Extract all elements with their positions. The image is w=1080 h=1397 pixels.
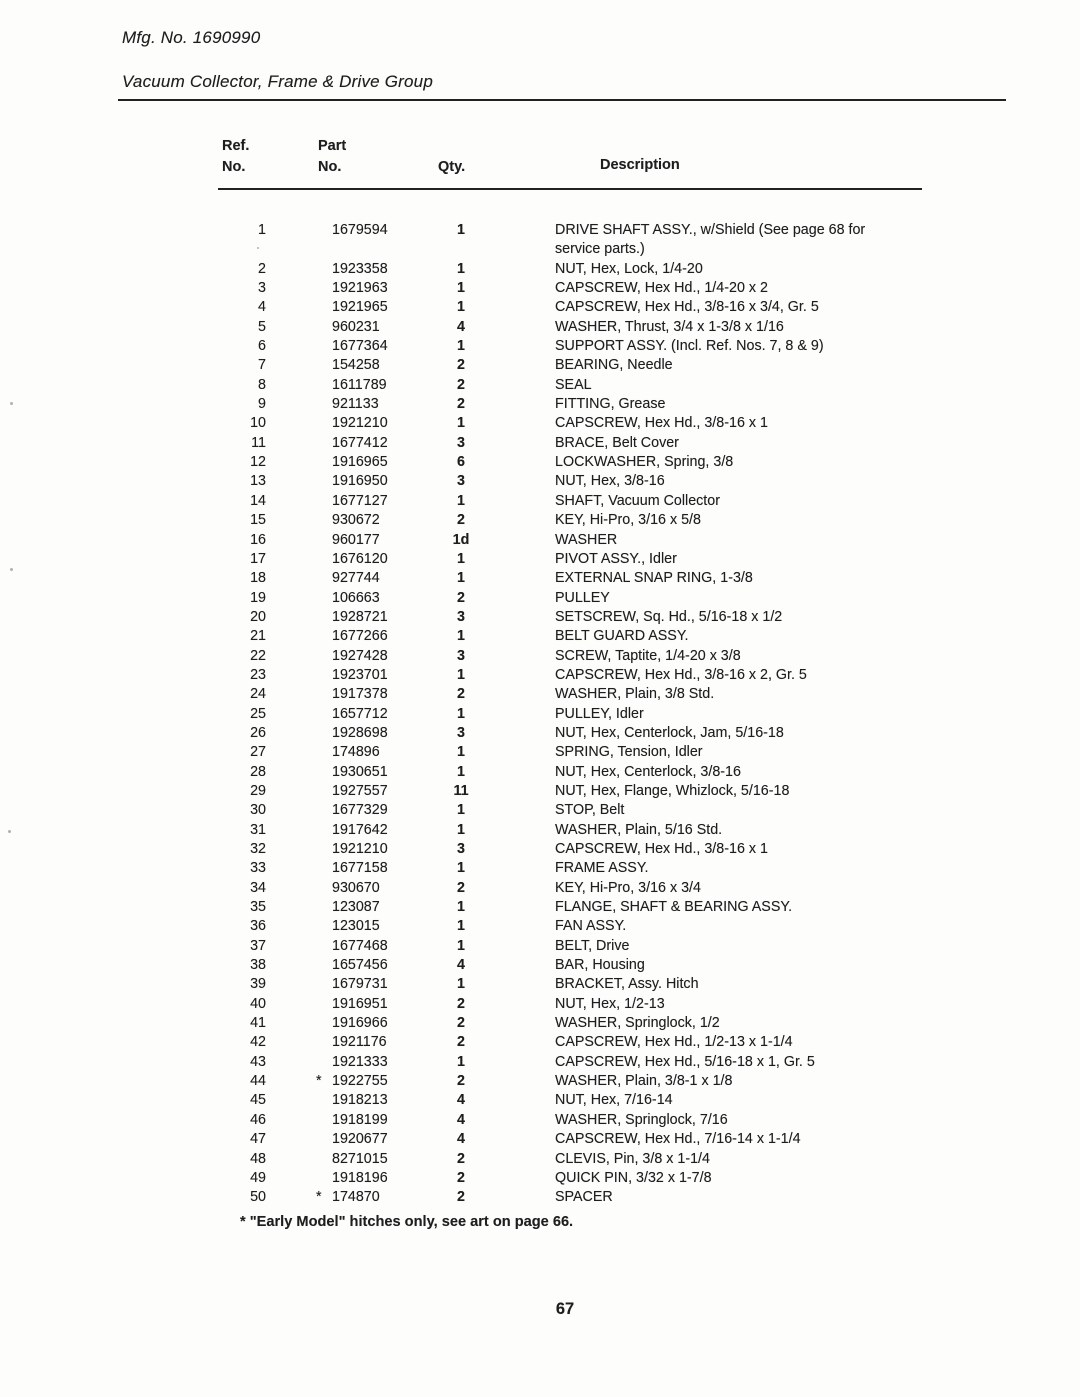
description-cell: CAPSCREW, Hex Hd., 5/16-18 x 1, Gr. 5 — [555, 1053, 815, 1070]
table-row — [0, 975, 1080, 994]
table-row — [0, 1072, 1080, 1091]
qty-cell: 2 — [457, 376, 465, 393]
qty-cell: 2 — [457, 995, 465, 1012]
part-no-cell: 1677158 — [332, 860, 388, 877]
table-row — [0, 434, 1080, 453]
part-no-cell: 1923701 — [332, 666, 388, 683]
description-cell: NUT, Hex, 7/16-14 — [555, 1092, 673, 1109]
part-no-cell: 174896 — [332, 744, 380, 761]
ref-no-cell: 23 — [250, 666, 266, 683]
ref-no-cell: 25 — [250, 705, 266, 722]
description-cell: FLANGE, SHAFT & BEARING ASSY. — [555, 899, 793, 916]
description-cell: BELT GUARD ASSY. — [555, 628, 689, 645]
description-cell: CAPSCREW, Hex Hd., 7/16-14 x 1-1/4 — [555, 1131, 801, 1148]
ref-no-cell: 39 — [250, 976, 266, 993]
description-cell: PULLEY, Idler — [555, 705, 644, 722]
qty-cell: 1 — [457, 976, 465, 993]
scan-speck — [10, 568, 13, 571]
ref-no-cell: 7 — [258, 357, 266, 374]
table-row — [0, 492, 1080, 511]
part-no-cell: 1921965 — [332, 299, 388, 316]
description-cell: FITTING, Grease — [555, 396, 666, 413]
table-row — [0, 337, 1080, 356]
ref-no-cell: 49 — [250, 1169, 266, 1186]
description-cell: NUT, Hex, Lock, 1/4-20 — [555, 260, 703, 277]
ref-no-cell: 27 — [250, 744, 266, 761]
qty-cell: 1 — [457, 666, 465, 683]
early-model-asterisk: * — [316, 1073, 322, 1090]
qty-cell: 1 — [457, 899, 465, 916]
ref-no-cell: 46 — [250, 1111, 266, 1128]
part-no-cell: 1930651 — [332, 763, 388, 780]
description-cell: FAN ASSY. — [555, 918, 627, 935]
qty-cell: 4 — [457, 1131, 465, 1148]
ref-no-cell: 45 — [250, 1092, 266, 1109]
part-no-cell: 1677412 — [332, 434, 388, 451]
table-row — [0, 298, 1080, 317]
ref-no-cell: 9 — [258, 396, 266, 413]
description-cell: FRAME ASSY. — [555, 860, 649, 877]
scan-speck — [10, 402, 13, 405]
qty-cell: 1 — [457, 860, 465, 877]
description-cell: WASHER, Springlock, 7/16 — [555, 1111, 728, 1128]
ref-no-cell: 36 — [250, 918, 266, 935]
part-no-cell: 1928698 — [332, 724, 388, 741]
description-cell: WASHER, Thrust, 3/4 x 1-3/8 x 1/16 — [555, 318, 784, 335]
ref-no-cell: 19 — [250, 589, 266, 606]
table-row — [0, 995, 1080, 1014]
part-no-cell: 174870 — [332, 1189, 380, 1206]
description-cell: BRACKET, Assy. Hitch — [555, 976, 699, 993]
description-cell: NUT, Hex, 1/2-13 — [555, 995, 665, 1012]
description-cell: KEY, Hi-Pro, 3/16 x 3/4 — [555, 879, 701, 896]
ref-no-cell: 32 — [250, 841, 266, 857]
ref-no-cell: 4 — [258, 299, 266, 316]
ref-no-cell: 33 — [250, 860, 266, 877]
qty-cell: 1 — [457, 628, 465, 645]
header-qty: Qty. — [438, 159, 466, 175]
description-cell: SETSCREW, Sq. Hd., 5/16-18 x 1/2 — [555, 608, 783, 625]
part-no-cell: 1921210 — [332, 841, 388, 857]
ref-no-cell: 31 — [250, 821, 266, 838]
part-no-cell: 1677329 — [332, 802, 388, 819]
table-row — [0, 821, 1080, 840]
description-cell: CAPSCREW, Hex Hd., 3/8-16 x 1 — [555, 415, 768, 432]
description-cell: KEY, Hi-Pro, 3/16 x 5/8 — [555, 512, 701, 529]
ref-no-cell: 14 — [250, 492, 266, 509]
part-no-cell: 1927428 — [332, 647, 388, 664]
part-no-cell: 106663 — [332, 589, 380, 606]
table-row — [0, 608, 1080, 627]
header-ref-line2: No. — [222, 159, 246, 175]
early-model-asterisk: * — [316, 1189, 322, 1206]
part-no-cell: 1916950 — [332, 473, 388, 490]
table-row — [0, 1091, 1080, 1110]
ref-no-cell: 44 — [250, 1073, 266, 1090]
qty-cell: 3 — [457, 434, 465, 451]
description-cell: STOP, Belt — [555, 802, 625, 819]
part-no-cell: 1916966 — [332, 1015, 388, 1032]
qty-cell: 1 — [457, 492, 465, 509]
scan-speck — [8, 830, 11, 833]
qty-cell: 3 — [457, 724, 465, 741]
header-part-line2: No. — [318, 159, 342, 175]
ref-no-cell: 8 — [258, 376, 266, 393]
parts-table — [0, 221, 1080, 1208]
part-no-cell: 1920677 — [332, 1131, 388, 1148]
table-row — [0, 1014, 1080, 1033]
part-no-cell: 1679594 — [332, 222, 388, 238]
description-cell: DRIVE SHAFT ASSY., w/Shield (See page 68 for service parts.) — [555, 221, 985, 260]
ref-no-cell: 28 — [250, 763, 266, 780]
table-row — [0, 666, 1080, 685]
part-no-cell: 1916965 — [332, 454, 388, 471]
qty-cell: 1 — [457, 222, 465, 238]
part-no-cell: 1921333 — [332, 1053, 388, 1070]
qty-cell: 2 — [457, 357, 465, 374]
qty-cell: 4 — [457, 957, 465, 974]
ref-no-cell: 2 — [258, 260, 266, 277]
qty-cell: 11 — [453, 782, 469, 799]
description-cell: CAPSCREW, Hex Hd., 1/4-20 x 2 — [555, 280, 768, 297]
qty-cell: 1 — [457, 299, 465, 316]
description-cell: NUT, Hex, Centerlock, Jam, 5/16-18 — [555, 724, 784, 741]
description-cell: BAR, Housing — [555, 957, 645, 974]
qty-cell: 2 — [457, 1073, 465, 1090]
ref-no-cell: 30 — [250, 802, 266, 819]
description-cell: BEARING, Needle — [555, 357, 673, 374]
table-row — [0, 569, 1080, 588]
ref-no-cell: 43 — [250, 1053, 266, 1070]
table-row — [0, 801, 1080, 820]
part-no-cell: 154258 — [332, 357, 380, 374]
part-no-cell: 1917642 — [332, 821, 388, 838]
part-no-cell: 1918199 — [332, 1111, 388, 1128]
table-row — [0, 221, 1080, 260]
qty-cell: 2 — [457, 1034, 465, 1051]
ref-no-cell: 3 — [258, 280, 266, 297]
qty-cell: 4 — [457, 1111, 465, 1128]
qty-cell: 6 — [457, 454, 465, 471]
ref-no-cell: 50 — [250, 1189, 266, 1206]
ref-no-cell: 6 — [258, 338, 266, 355]
table-row — [0, 956, 1080, 975]
qty-cell: 4 — [457, 318, 465, 335]
description-line2: service parts.) — [555, 241, 645, 258]
table-row — [0, 917, 1080, 936]
qty-cell: 4 — [457, 1092, 465, 1109]
table-row — [0, 414, 1080, 433]
description-cell: WASHER — [555, 531, 618, 548]
mfg-number: Mfg. No. 1690990 — [122, 28, 261, 47]
part-no-cell: 1921210 — [332, 415, 388, 432]
part-no-cell: 930672 — [332, 512, 380, 529]
table-row — [0, 589, 1080, 608]
table-row — [0, 898, 1080, 917]
ref-no-cell: 37 — [250, 937, 266, 954]
ref-no-cell: 38 — [250, 957, 266, 974]
part-no-cell: 1917378 — [332, 686, 388, 703]
part-no-cell: 1918213 — [332, 1092, 388, 1109]
table-row — [0, 879, 1080, 898]
description-cell: EXTERNAL SNAP RING, 1-3/8 — [555, 570, 753, 587]
description-cell: PIVOT ASSY., Idler — [555, 550, 677, 567]
header-part-line1: Part — [318, 138, 347, 154]
table-row — [0, 472, 1080, 491]
ref-no-cell: 11 — [251, 434, 266, 451]
part-no-cell: 1923358 — [332, 260, 388, 277]
ref-no-cell: 18 — [250, 570, 266, 587]
ref-no-cell: 26 — [250, 724, 266, 741]
description-cell: CAPSCREW, Hex Hd., 3/8-16 x 3/4, Gr. 5 — [555, 299, 819, 316]
header-ref-line1: Ref. — [222, 138, 250, 154]
description-cell: LOCKWASHER, Spring, 3/8 — [555, 454, 734, 471]
qty-cell: 1 — [457, 937, 465, 954]
description-cell: SPACER — [555, 1189, 613, 1206]
table-row — [0, 511, 1080, 530]
table-row — [0, 1130, 1080, 1149]
header-description: Description — [600, 157, 680, 173]
part-no-cell: 1657712 — [332, 705, 388, 722]
table-row — [0, 1150, 1080, 1169]
table-row — [0, 685, 1080, 704]
description-cell: CAPSCREW, Hex Hd., 1/2-13 x 1-1/4 — [555, 1034, 793, 1051]
qty-cell: 2 — [457, 396, 465, 413]
description-cell: CAPSCREW, Hex Hd., 3/8-16 x 1 — [555, 841, 768, 857]
table-row — [0, 395, 1080, 414]
table-row — [0, 647, 1080, 666]
part-no-cell: 1677364 — [332, 338, 388, 355]
part-no-cell: 960231 — [332, 318, 380, 335]
qty-cell: 1 — [457, 415, 465, 432]
part-no-cell: 1611789 — [332, 376, 387, 393]
description-cell: NUT, Hex, 3/8-16 — [555, 473, 665, 490]
table-row — [0, 531, 1080, 550]
qty-cell: 3 — [457, 647, 465, 664]
qty-cell: 2 — [457, 1169, 465, 1186]
table-row — [0, 1033, 1080, 1052]
table-row — [0, 627, 1080, 646]
ref-no-cell: 15 — [250, 512, 266, 529]
ref-no-cell: 47 — [250, 1131, 266, 1148]
qty-cell: 2 — [457, 512, 465, 529]
ref-no-cell: 40 — [250, 995, 266, 1012]
part-no-cell: 1921963 — [332, 280, 388, 297]
part-no-cell: 1927557 — [332, 782, 388, 799]
description-cell: NUT, Hex, Flange, Whizlock, 5/16-18 — [555, 782, 790, 799]
qty-cell: 2 — [457, 1189, 465, 1206]
description-cell: PULLEY — [555, 589, 610, 606]
table-row — [0, 937, 1080, 956]
part-no-cell: 1679731 — [332, 976, 388, 993]
table-row — [0, 356, 1080, 375]
ref-no-cell: 29 — [250, 782, 266, 799]
qty-cell: 1d — [452, 531, 470, 548]
part-no-cell: 8271015 — [332, 1150, 388, 1167]
description-cell: BELT, Drive — [555, 937, 630, 954]
ref-no-cell: 12 — [250, 454, 266, 471]
part-no-cell: 1916951 — [332, 995, 388, 1012]
table-row — [0, 743, 1080, 762]
qty-cell: 1 — [457, 338, 465, 355]
ref-no-cell: 24 — [250, 686, 266, 703]
qty-cell: 1 — [457, 705, 465, 722]
description-cell: NUT, Hex, Centerlock, 3/8-16 — [555, 763, 741, 780]
part-no-cell: 1921176 — [332, 1034, 387, 1051]
ref-no-cell: 20 — [250, 608, 266, 625]
qty-cell: 1 — [457, 1053, 465, 1070]
description-cell: QUICK PIN, 3/32 x 1-7/8 — [555, 1169, 712, 1186]
ref-no-cell: 48 — [250, 1150, 266, 1167]
description-cell: WASHER, Plain, 3/8 Std. — [555, 686, 715, 703]
part-no-cell: 930670 — [332, 879, 380, 896]
qty-cell: 1 — [457, 550, 465, 567]
part-no-cell: 123015 — [332, 918, 380, 935]
description-cell: WASHER, Plain, 3/8-1 x 1/8 — [555, 1073, 733, 1090]
ref-no-cell: 16 — [250, 531, 266, 548]
qty-cell: 1 — [457, 260, 465, 277]
ref-no-cell: 21 — [250, 628, 266, 645]
ref-no-cell: 34 — [250, 879, 266, 896]
description-cell: SUPPORT ASSY. (Incl. Ref. Nos. 7, 8 & 9) — [555, 338, 824, 355]
table-row — [0, 1053, 1080, 1072]
table-row — [0, 705, 1080, 724]
description-cell: SHAFT, Vacuum Collector — [555, 492, 720, 509]
description-cell: SCREW, Taptite, 1/4-20 x 3/8 — [555, 647, 741, 664]
qty-cell: 3 — [457, 608, 465, 625]
ref-no-cell: 22 — [250, 647, 266, 664]
qty-cell: 1 — [457, 744, 465, 761]
qty-cell: 2 — [457, 1015, 465, 1032]
page-number: 67 — [555, 1300, 575, 1318]
part-no-cell: 1676120 — [332, 550, 388, 567]
ref-no-cell: 17 — [250, 550, 266, 567]
scan-speck — [257, 247, 259, 249]
qty-cell: 1 — [457, 802, 465, 819]
part-no-cell: 1677468 — [332, 937, 388, 954]
footnote: * "Early Model" hitches only, see art on page 66. — [240, 1214, 574, 1230]
ref-no-cell: 13 — [250, 473, 266, 490]
description-cell: BRACE, Belt Cover — [555, 434, 679, 451]
ref-no-cell: 1 — [258, 222, 266, 238]
table-row — [0, 376, 1080, 395]
part-no-cell: 1657456 — [332, 957, 388, 974]
table-row — [0, 318, 1080, 337]
qty-cell: 3 — [457, 473, 465, 490]
table-row — [0, 782, 1080, 801]
ref-no-cell: 35 — [250, 899, 266, 916]
qty-cell: 3 — [457, 841, 465, 857]
description-cell: WASHER, Plain, 5/16 Std. — [555, 821, 723, 838]
table-row — [0, 1188, 1080, 1207]
part-no-cell: 1922755 — [332, 1073, 388, 1090]
qty-cell: 1 — [457, 280, 465, 297]
ref-no-cell: 42 — [250, 1034, 266, 1051]
qty-cell: 2 — [457, 589, 465, 606]
description-cell: CLEVIS, Pin, 3/8 x 1-1/4 — [555, 1150, 710, 1167]
part-no-cell: 123087 — [332, 899, 380, 916]
qty-cell: 1 — [457, 821, 465, 838]
qty-cell: 1 — [457, 918, 465, 935]
title-rule — [118, 99, 1006, 101]
part-no-cell: 1928721 — [332, 608, 388, 625]
table-row — [0, 859, 1080, 878]
description-cell: CAPSCREW, Hex Hd., 3/8-16 x 2, Gr. 5 — [555, 666, 807, 683]
qty-cell: 2 — [457, 879, 465, 896]
ref-no-cell: 41 — [250, 1015, 266, 1032]
table-row — [0, 260, 1080, 279]
qty-cell: 2 — [457, 1150, 465, 1167]
table-row — [0, 840, 1080, 859]
table-row — [0, 1169, 1080, 1188]
header-rule — [218, 188, 922, 190]
table-row — [0, 724, 1080, 743]
table-row — [0, 550, 1080, 569]
qty-cell: 1 — [457, 570, 465, 587]
table-row — [0, 279, 1080, 298]
description-cell: SEAL — [555, 376, 592, 393]
part-no-cell: 960177 — [332, 531, 380, 548]
table-row — [0, 453, 1080, 472]
part-no-cell: 927744 — [332, 570, 380, 587]
ref-no-cell: 10 — [250, 415, 266, 432]
qty-cell: 1 — [457, 763, 465, 780]
table-row — [0, 1111, 1080, 1130]
part-no-cell: 921133 — [332, 396, 379, 413]
part-no-cell: 1918196 — [332, 1169, 388, 1186]
description-cell: SPRING, Tension, Idler — [555, 744, 703, 761]
part-no-cell: 1677266 — [332, 628, 388, 645]
description-cell: WASHER, Springlock, 1/2 — [555, 1015, 720, 1032]
part-no-cell: 1677127 — [332, 492, 388, 509]
table-row — [0, 763, 1080, 782]
page-title: Vacuum Collector, Frame & Drive Group — [122, 72, 433, 91]
qty-cell: 2 — [457, 686, 465, 703]
ref-no-cell: 5 — [258, 318, 266, 335]
